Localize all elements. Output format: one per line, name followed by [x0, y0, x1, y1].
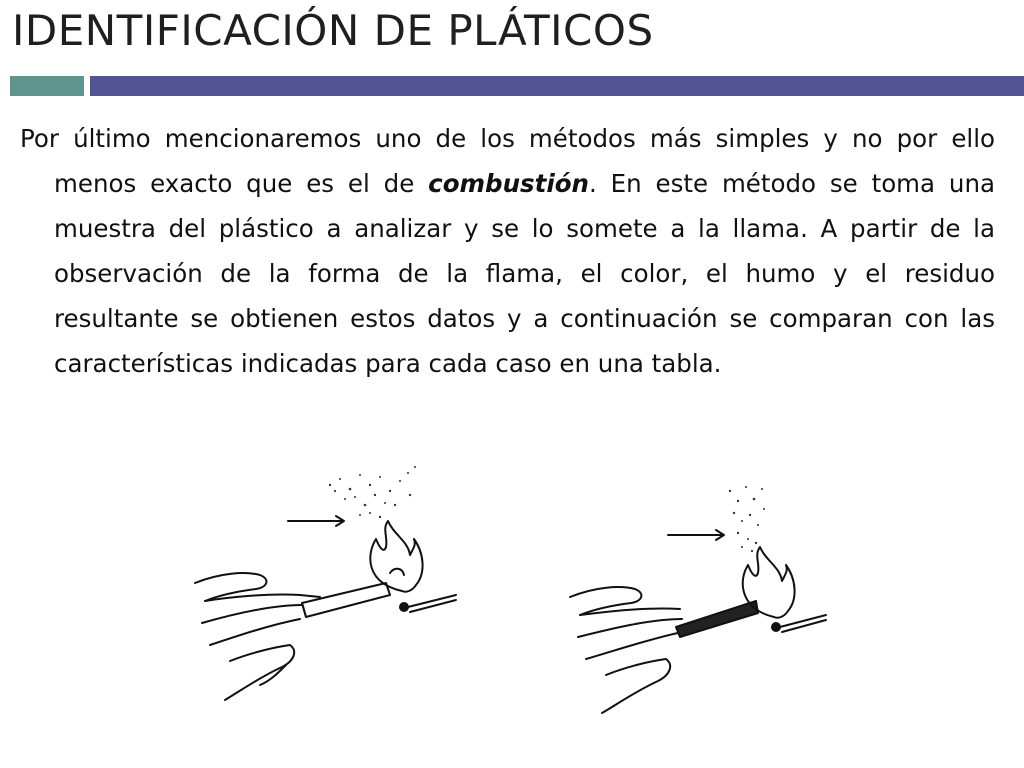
combustion-test-illustration [190, 455, 830, 725]
title-underline-accent [10, 76, 84, 96]
smoke-particles [329, 466, 765, 552]
body-paragraph [20, 116, 995, 386]
left-scene [195, 516, 456, 700]
right-scene [570, 530, 826, 713]
paragraph-text-start: Por último mencionaremos uno de los métodos más simples y no por ello menos exacto que es el de [20, 124, 995, 198]
title-underline-bar [90, 76, 1024, 96]
paragraph-emphasis: combustión [428, 169, 590, 198]
paragraph-text-end: . En este método se toma una muestra del plástico a analizar y se lo somete a la llama. A partir de la observación de la forma de la flama, el color, el humo y el residuo resultante se obtienen estos datos y a continuación se comparan con las características indicadas para cada caso en una tabla. [54, 169, 996, 378]
slide-title: IDENTIFICACIÓN DE PLÁTICOS [12, 6, 654, 55]
